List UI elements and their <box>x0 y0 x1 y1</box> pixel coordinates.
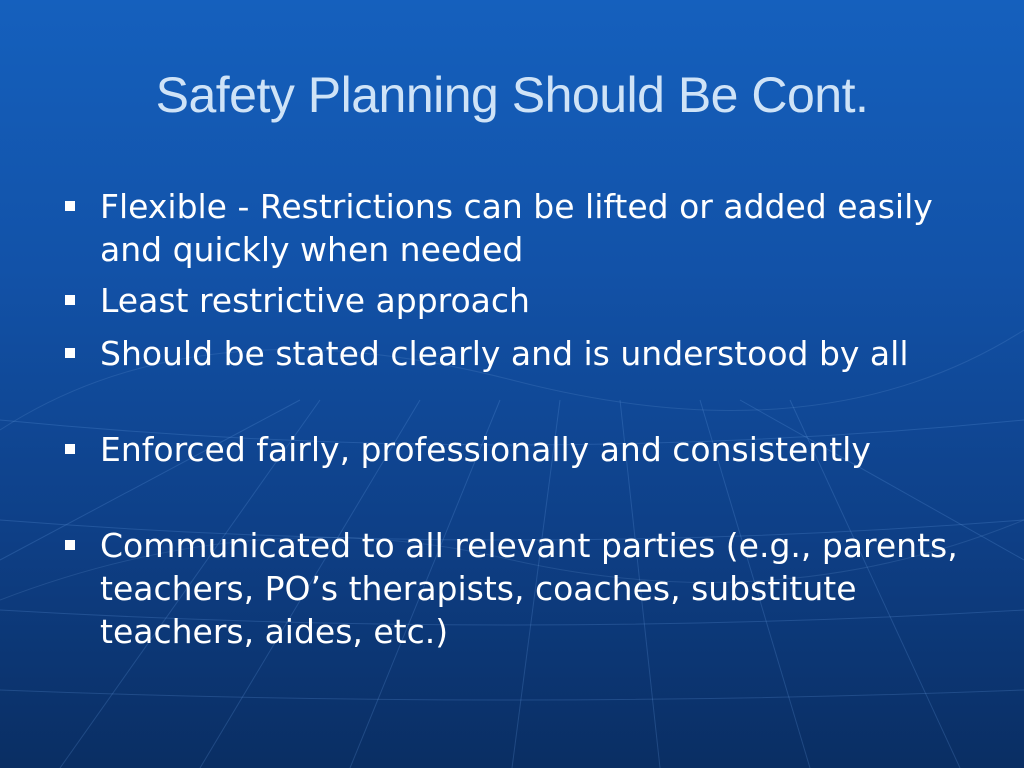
square-bullet-icon <box>65 540 75 550</box>
bullet-item <box>100 332 980 375</box>
bullet-text: Should be stated clearly and is understood by all <box>100 334 909 373</box>
square-bullet-icon <box>65 444 75 454</box>
bullet-item <box>100 524 980 653</box>
slide-title: Safety Planning Should Be Cont. <box>155 67 869 123</box>
bullet-item <box>100 185 980 271</box>
square-bullet-icon <box>65 201 75 211</box>
bullet-text: Communicated to all relevant parties (e.g., parents, teachers, PO’s therapists, coaches, substitute teachers, aides, etc.) <box>100 526 958 651</box>
bullet-text: Enforced fairly, professionally and consistently <box>100 430 871 469</box>
bullet-item <box>100 279 980 322</box>
bullet-item <box>100 428 980 471</box>
bullet-text: Least restrictive approach <box>100 281 530 320</box>
square-bullet-icon <box>65 348 75 358</box>
bullet-text: Flexible - Restrictions can be lifted or added easily and quickly when needed <box>100 187 933 269</box>
square-bullet-icon <box>65 295 75 305</box>
